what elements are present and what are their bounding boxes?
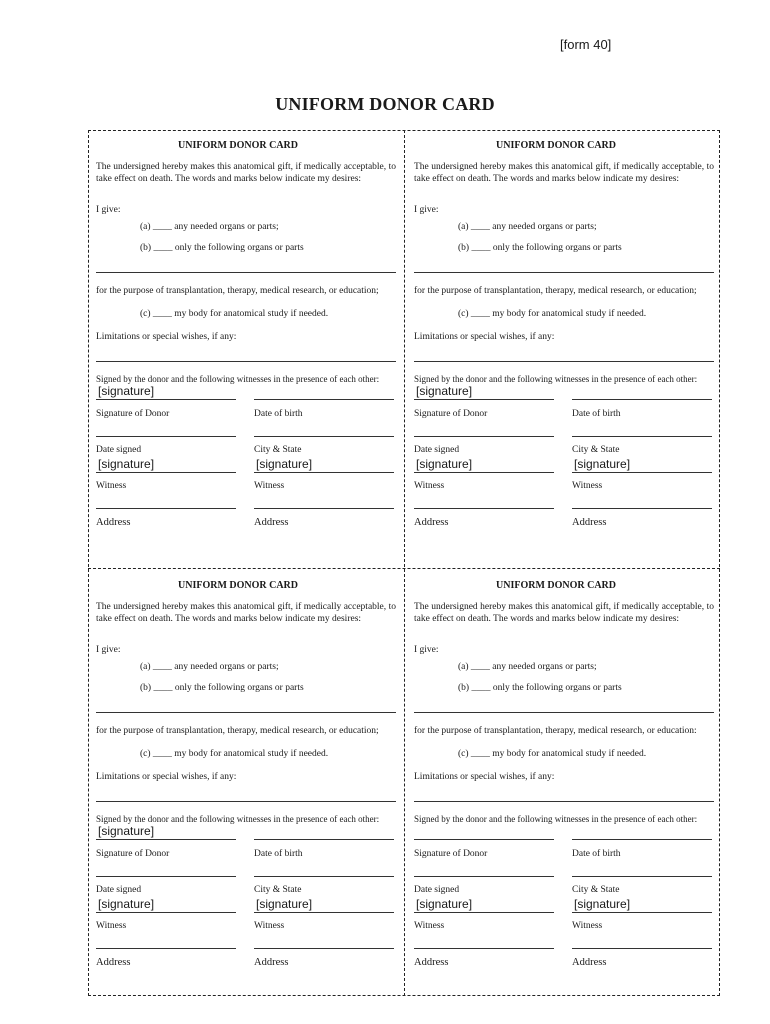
page-title: UNIFORM DONOR CARD xyxy=(275,94,495,114)
witness2-line[interactable] xyxy=(254,472,394,473)
signed-by-statement: Signed by the donor and the following witnesses in the presence of each other: xyxy=(414,374,698,384)
witness2-label: Witness xyxy=(572,921,603,931)
date-signed-label: Date signed xyxy=(414,885,460,895)
donor-signature-line[interactable] xyxy=(96,399,236,400)
organs-line[interactable] xyxy=(414,272,714,273)
signed-by-statement: Signed by the donor and the following witnesses in the presence of each other: xyxy=(414,814,698,824)
city-state-label: City & State xyxy=(572,445,620,455)
witness1-label: Witness xyxy=(414,481,445,491)
witness1-line[interactable] xyxy=(96,472,236,473)
donor-signature[interactable]: [signature] xyxy=(98,824,155,838)
address1-label: Address xyxy=(96,517,131,528)
address2-label: Address xyxy=(572,957,607,968)
option-b-specific-organs[interactable]: (b) ____ only the following organs or parts xyxy=(458,683,622,693)
witness1-line[interactable] xyxy=(414,472,554,473)
witness1-line[interactable] xyxy=(414,912,554,913)
vertical-cut-line xyxy=(404,130,405,996)
card-title: UNIFORM DONOR CARD xyxy=(178,140,298,151)
gift-statement: The undersigned hereby makes this anatomical gift, if medically acceptable, to take effect on death. The words and marks below indicate my desires: xyxy=(414,162,714,184)
donor-signature-line[interactable] xyxy=(414,399,554,400)
organs-line[interactable] xyxy=(414,712,714,713)
witness1-label: Witness xyxy=(414,921,445,931)
address1-label: Address xyxy=(96,957,131,968)
date-of-birth-label: Date of birth xyxy=(254,409,303,419)
horizontal-cut-line xyxy=(88,568,720,569)
date-signed-line[interactable] xyxy=(96,436,236,437)
option-b-specific-organs[interactable]: (b) ____ only the following organs or parts xyxy=(140,683,304,693)
date-of-birth-line[interactable] xyxy=(254,839,394,840)
option-a-any-organs[interactable]: (a) ____ any needed organs or parts; xyxy=(140,662,279,672)
date-signed-label: Date signed xyxy=(96,445,142,455)
city-state-line[interactable] xyxy=(572,876,712,877)
limitations-label: Limitations or special wishes, if any: xyxy=(414,772,555,782)
donor-card-3 xyxy=(88,570,396,990)
option-c-body-study[interactable]: (c) ____ my body for anatomical study if needed. xyxy=(458,309,647,319)
limitations-line[interactable] xyxy=(414,361,714,362)
limitations-line[interactable] xyxy=(96,361,396,362)
city-state-line[interactable] xyxy=(254,436,394,437)
witness1-label: Witness xyxy=(96,481,127,491)
donor-card-1 xyxy=(88,130,396,550)
purpose-statement: for the purpose of transplantation, therapy, medical research, or education; xyxy=(414,286,697,296)
address1-line[interactable] xyxy=(414,508,554,509)
address2-line[interactable] xyxy=(572,948,712,949)
donor-card-2 xyxy=(406,130,714,550)
option-a-any-organs[interactable]: (a) ____ any needed organs or parts; xyxy=(458,662,597,672)
limitations-line[interactable] xyxy=(414,801,714,802)
signature-of-donor-label: Signature of Donor xyxy=(96,849,170,859)
address1-line[interactable] xyxy=(414,948,554,949)
date-signed-line[interactable] xyxy=(96,876,236,877)
address2-label: Address xyxy=(254,957,289,968)
option-b-specific-organs[interactable]: (b) ____ only the following organs or parts xyxy=(458,243,622,253)
witness1-signature[interactable]: [signature] xyxy=(416,897,473,911)
address2-line[interactable] xyxy=(254,508,394,509)
option-c-body-study[interactable]: (c) ____ my body for anatomical study if needed. xyxy=(140,749,329,759)
witness2-signature[interactable]: [signature] xyxy=(256,897,313,911)
witness2-line[interactable] xyxy=(572,912,712,913)
card-title: UNIFORM DONOR CARD xyxy=(496,580,616,591)
signature-of-donor-label: Signature of Donor xyxy=(96,409,170,419)
address1-line[interactable] xyxy=(96,948,236,949)
witness1-signature[interactable]: [signature] xyxy=(416,457,473,471)
address2-line[interactable] xyxy=(254,948,394,949)
limitations-label: Limitations or special wishes, if any: xyxy=(96,332,237,342)
donor-signature-line[interactable] xyxy=(96,839,236,840)
limitations-line[interactable] xyxy=(96,801,396,802)
date-of-birth-line[interactable] xyxy=(572,839,712,840)
purpose-statement: for the purpose of transplantation, therapy, medical research, or education; xyxy=(96,286,379,296)
i-give-label: I give: xyxy=(96,645,121,655)
witness1-label: Witness xyxy=(96,921,127,931)
option-a-any-organs[interactable]: (a) ____ any needed organs or parts; xyxy=(458,222,597,232)
date-of-birth-line[interactable] xyxy=(572,399,712,400)
option-c-body-study[interactable]: (c) ____ my body for anatomical study if needed. xyxy=(458,749,647,759)
date-signed-label: Date signed xyxy=(414,445,460,455)
address2-label: Address xyxy=(572,517,607,528)
witness2-signature[interactable]: [signature] xyxy=(256,457,313,471)
gift-statement: The undersigned hereby makes this anatomical gift, if medically acceptable, to take effect on death. The words and marks below indicate my desires: xyxy=(96,602,396,624)
city-state-line[interactable] xyxy=(572,436,712,437)
witness2-signature[interactable]: [signature] xyxy=(574,457,631,471)
witness1-line[interactable] xyxy=(96,912,236,913)
address1-label: Address xyxy=(414,957,449,968)
address1-line[interactable] xyxy=(96,508,236,509)
donor-signature[interactable]: [signature] xyxy=(98,384,155,398)
i-give-label: I give: xyxy=(414,205,439,215)
date-of-birth-line[interactable] xyxy=(254,399,394,400)
card-title: UNIFORM DONOR CARD xyxy=(496,140,616,151)
i-give-label: I give: xyxy=(414,645,439,655)
card-title: UNIFORM DONOR CARD xyxy=(178,580,298,591)
date-of-birth-label: Date of birth xyxy=(572,409,621,419)
witness1-signature[interactable]: [signature] xyxy=(98,897,155,911)
purpose-statement: for the purpose of transplantation, therapy, medical research, or education: xyxy=(414,726,697,736)
option-b-specific-organs[interactable]: (b) ____ only the following organs or parts xyxy=(140,243,304,253)
gift-statement: The undersigned hereby makes this anatomical gift, if medically acceptable, to take effect on death. The words and marks below indicate my desires: xyxy=(414,602,714,624)
date-signed-line[interactable] xyxy=(414,436,554,437)
limitations-label: Limitations or special wishes, if any: xyxy=(96,772,237,782)
city-state-label: City & State xyxy=(254,445,302,455)
date-of-birth-label: Date of birth xyxy=(254,849,303,859)
address2-line[interactable] xyxy=(572,508,712,509)
form-number: [form 40] xyxy=(560,37,612,52)
witness2-label: Witness xyxy=(572,481,603,491)
city-state-label: City & State xyxy=(254,885,302,895)
donor-card-4 xyxy=(406,570,714,990)
witness2-label: Witness xyxy=(254,921,285,931)
witness2-signature[interactable]: [signature] xyxy=(574,897,631,911)
i-give-label: I give: xyxy=(96,205,121,215)
gift-statement: The undersigned hereby makes this anatomical gift, if medically acceptable, to take effect on death. The words and marks below indicate my desires: xyxy=(96,162,396,184)
date-of-birth-label: Date of birth xyxy=(572,849,621,859)
organs-line[interactable] xyxy=(96,272,396,273)
witness2-line[interactable] xyxy=(572,472,712,473)
witness2-line[interactable] xyxy=(254,912,394,913)
organs-line[interactable] xyxy=(96,712,396,713)
address2-label: Address xyxy=(254,517,289,528)
signature-of-donor-label: Signature of Donor xyxy=(414,409,488,419)
option-c-body-study[interactable]: (c) ____ my body for anatomical study if needed. xyxy=(140,309,329,319)
city-state-label: City & State xyxy=(572,885,620,895)
witness1-signature[interactable]: [signature] xyxy=(98,457,155,471)
donor-signature-line[interactable] xyxy=(414,839,554,840)
signed-by-statement: Signed by the donor and the following witnesses in the presence of each other: xyxy=(96,374,380,384)
address1-label: Address xyxy=(414,517,449,528)
signed-by-statement: Signed by the donor and the following witnesses in the presence of each other: xyxy=(96,814,380,824)
date-signed-label: Date signed xyxy=(96,885,142,895)
option-a-any-organs[interactable]: (a) ____ any needed organs or parts; xyxy=(140,222,279,232)
witness2-label: Witness xyxy=(254,481,285,491)
city-state-line[interactable] xyxy=(254,876,394,877)
donor-signature[interactable]: [signature] xyxy=(416,384,473,398)
donor-card-sheet xyxy=(88,130,720,996)
purpose-statement: for the purpose of transplantation, therapy, medical research, or education; xyxy=(96,726,379,736)
signature-of-donor-label: Signature of Donor xyxy=(414,849,488,859)
date-signed-line[interactable] xyxy=(414,876,554,877)
limitations-label: Limitations or special wishes, if any: xyxy=(414,332,555,342)
